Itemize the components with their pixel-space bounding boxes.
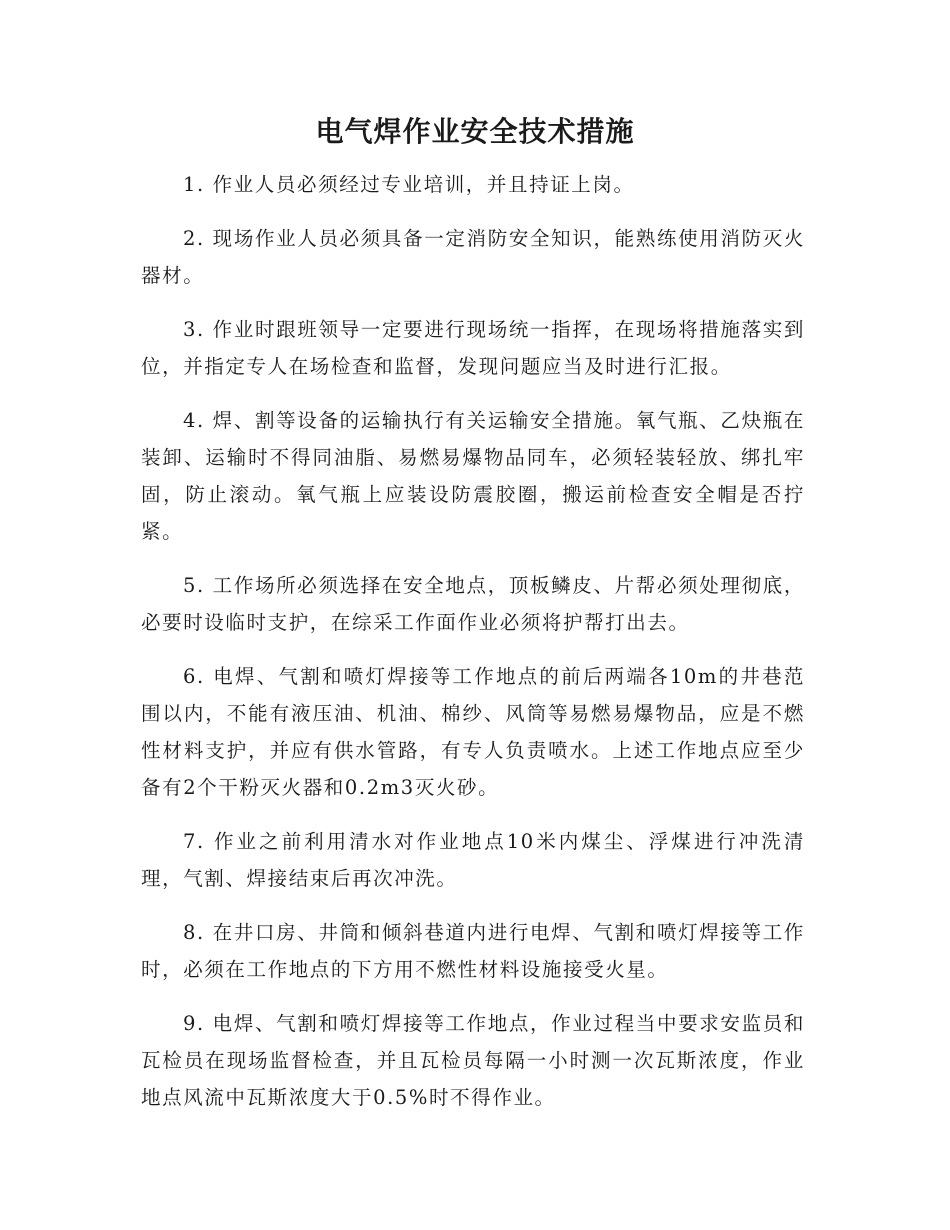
document-title: 电气焊作业安全技术措施 <box>315 115 635 148</box>
paragraph-5: 5. 工作场所必须选择在安全地点，顶板鳞皮、片帮必须处理彻底，必要时设临时支护，在综采工作面作业必须将护帮打出去。 <box>141 574 805 634</box>
paragraph-8: 8. 在井口房、井筒和倾斜巷道内进行电焊、气割和喷灯焊接等工作时，必须在工作地点的下方用不燃性材料设施接受火星。 <box>141 921 805 981</box>
paragraph-9: 9. 电焊、气割和喷灯焊接等工作地点，作业过程当中要求安监员和瓦检员在现场监督检查，并且瓦检员每隔一小时测一次瓦斯浓度，作业地点风流中瓦斯浓度大于0.5%时不得作业。 <box>141 1012 805 1109</box>
paragraph-2: 2. 现场作业人员必须具备一定消防安全知识，能熟练使用消防灭火器材。 <box>141 227 805 287</box>
paragraph-3: 3. 作业时跟班领导一定要进行现场统一指挥，在现场将措施落实到位，并指定专人在场检查和监督，发现问题应当及时进行汇报。 <box>141 318 805 378</box>
paragraph-6: 6. 电焊、气割和喷灯焊接等工作地点的前后两端各10m的井巷范围以内，不能有液压油、机油、棉纱、风筒等易燃易爆物品，应是不燃性材料支护，并应有供水管路，有专人负责喷水。上述工作地点应至少备有2个干粉灭火器和0.2m3灭火砂。 <box>141 665 805 799</box>
paragraph-1: 1. 作业人员必须经过专业培训，并且持证上岗。 <box>183 173 635 196</box>
document-body <box>141 166 805 1133</box>
paragraph-7: 7. 作业之前利用清水对作业地点10米内煤尘、浮煤进行冲洗清理，气割、焊接结束后再次冲洗。 <box>141 830 805 890</box>
paragraph-4: 4. 焊、割等设备的运输执行有关运输安全措施。氧气瓶、乙炔瓶在装卸、运输时不得同油脂、易燃易爆物品同车，必须轻装轻放、绑扎牢固，防止滚动。氧气瓶上应装设防震胶圈，搬运前检查安全帽是否拧紧。 <box>141 409 805 543</box>
